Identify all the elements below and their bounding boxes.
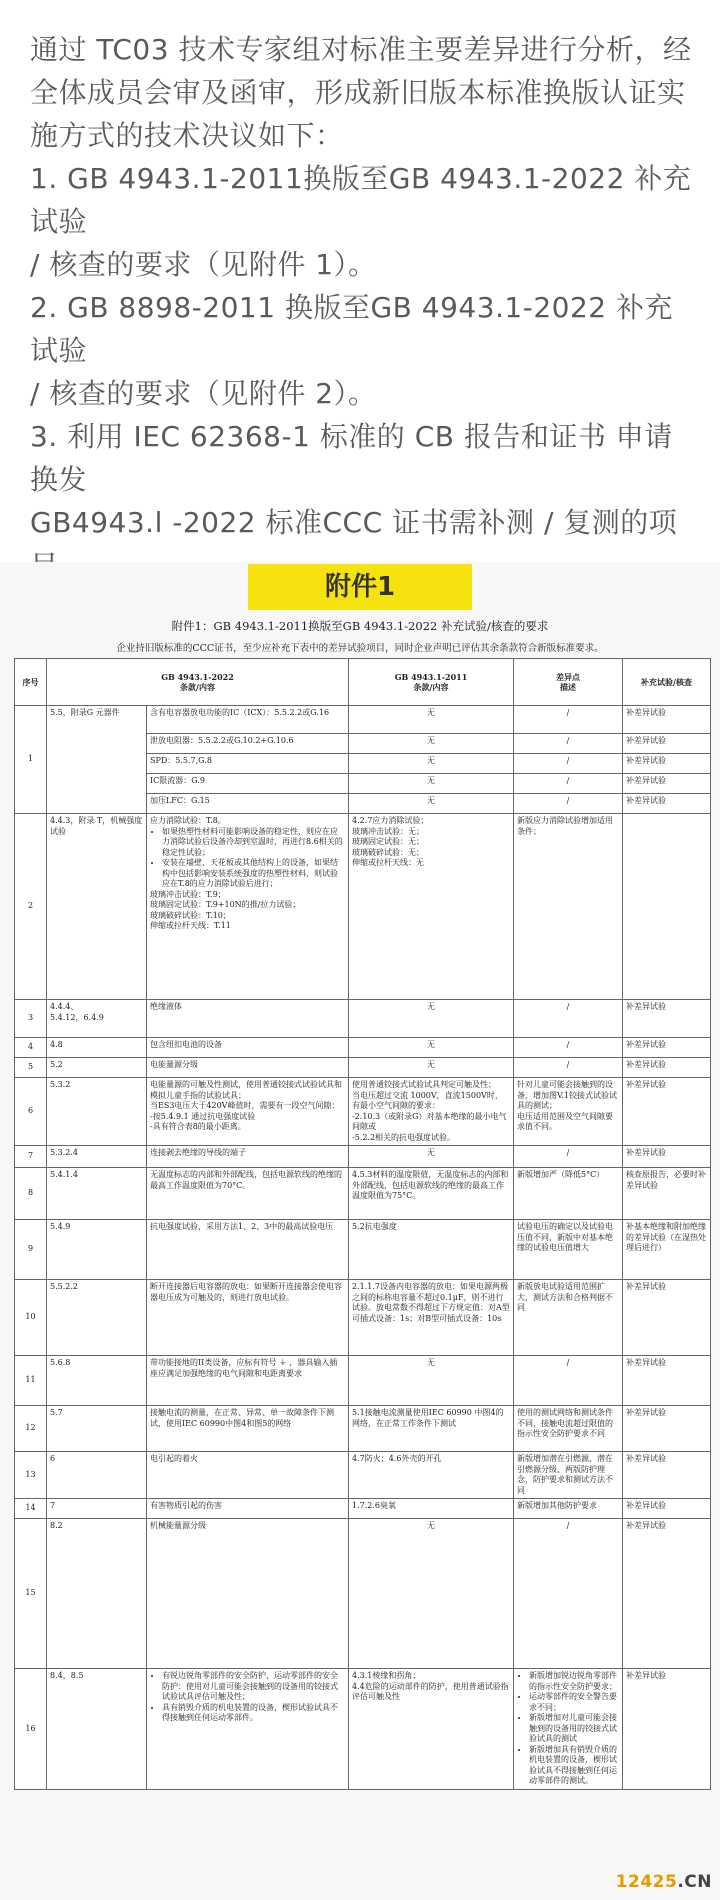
clause-cell: 7 — [47, 1499, 147, 1519]
table-row — [15, 1406, 711, 1452]
clause-cell: 5.4.9 — [47, 1220, 147, 1280]
old-standard-cell: 无 — [349, 1356, 514, 1406]
difference-bullet: • 新版增加锐边锐角零部件的指示性安全防护要求； — [529, 1671, 619, 1692]
test-cell: 补差异试验 — [623, 774, 711, 794]
table-row — [15, 1000, 711, 1038]
difference-cell: / — [514, 1038, 623, 1058]
header-difference: 差异点 描述 — [514, 659, 623, 706]
old-standard-cell: 4.5.3材料的温度限值，无温度标志的内部和外部配线，包括电源软线的绝缘的最高工作温度限值为75°C。 — [349, 1168, 514, 1220]
attachment-banner: 附件1 — [248, 564, 472, 610]
difference-bullet: • 运动零部件的安全警告要求不同； — [529, 1692, 619, 1713]
clause-cell: 5.7 — [47, 1406, 147, 1452]
watermark-logo: 12425.CN — [615, 1872, 712, 1892]
row-number: 5 — [15, 1058, 47, 1078]
intro-line: GB4943.l -2022 标准CCC 证书需补测 / 复测的项 — [30, 506, 678, 539]
intro-line: 2. GB 8898-2011 换版至GB 4943.1-2022 补充试验 — [30, 291, 673, 367]
test-cell: 补差异试验 — [623, 706, 711, 734]
old-standard-cell: 无 — [349, 734, 514, 754]
table-row — [15, 706, 711, 734]
header-old-standard: GB 4943.1-2011 条款/内容 — [349, 659, 514, 706]
content-cell: 绝缘液体 — [147, 1000, 349, 1038]
intro-line: 施方式的技术决议如下： — [30, 119, 344, 152]
intro-line: 全体成员会审及函审，形成新旧版本标准换版认证实 — [30, 76, 686, 109]
content-bullet: • 有锐边锐角零部件的安全防护，运动零部件的安全防护：使用对儿童可能会接触到的设备用的铰接式试验试具评估可触及性； — [162, 1671, 345, 1703]
content-cell: 抗电强度试验，采用方法1、2、3中的最高试验电压 — [147, 1220, 349, 1280]
intro-line: 通过 TC03 技术专家组对标准主要差异进行分析，经 — [30, 33, 692, 66]
clause-cell: 4.4.3，附录 T，机械强度试验 — [47, 814, 147, 1000]
difference-bullet: • 新版增加对儿童可能会接触到的设备用的铰接式试验试具的测试 — [529, 1713, 619, 1745]
old-standard-cell: 5.2抗电强度 — [349, 1220, 514, 1280]
table-row — [15, 1038, 711, 1058]
clause-cell: 4.8 — [47, 1038, 147, 1058]
content-cell: 有害物质引起的伤害 — [147, 1499, 349, 1519]
clause-cell: 5.4.1.4 — [47, 1168, 147, 1220]
old-standard-cell: 无 — [349, 794, 514, 814]
row-number: 10 — [15, 1280, 47, 1356]
clause-cell: 4.4.4、 5.4.12，6.4.9 — [47, 1000, 147, 1038]
old-standard-cell: 2.1.1.7设备内电容器的放电：如果电源两极之间的标称电容量不超过0.1μF，则不进行试验。放电常数不得超过下方规定值：对A型可插式设备：1s；对B型可插式设备：10s — [349, 1280, 514, 1356]
difference-cell: / — [514, 1000, 623, 1038]
content-cell: SPD：5.5.7,G.8 — [147, 754, 349, 774]
clause-cell: 5.5.2.2 — [47, 1280, 147, 1356]
difference-cell: 新版增加潜在引燃源，潜在引燃源分级、两版防护理念，防护要求和测试方法不同 — [514, 1452, 623, 1499]
intro-line: / 核查的要求（见附件 1）。 — [30, 248, 377, 281]
row-number: 13 — [15, 1452, 47, 1499]
row-number: 3 — [15, 1000, 47, 1038]
difference-cell: 针对儿童可能会接触到的设备，增加图V.1铰接式试验试具的测试； 电压适用范围及空气间隙要求值不同。 — [514, 1078, 623, 1146]
difference-cell: 新版应力消除试验增加适用条件； — [514, 814, 623, 1000]
table-row — [15, 1168, 711, 1220]
clause-cell: 8.2 — [47, 1519, 147, 1669]
test-cell: 补差异试验 — [623, 1000, 711, 1038]
table-row — [15, 1499, 711, 1519]
difference-cell: / — [514, 1356, 623, 1406]
old-standard-cell: 无 — [349, 1058, 514, 1078]
difference-cell: / — [514, 1058, 623, 1078]
old-standard-cell: 4.2.7应力消除试验； 玻璃冲击试验：无； 玻璃固定试验：无； 玻璃破碎试验：无； 伸缩或拉杆天线：无 — [349, 814, 514, 1000]
content-bullet: • 安装在墙壁、天花板或其他结构上的设备，如果结构中包括影响安装系统强度的热塑性材料，则试验应在T.8的应力消除试验后进行； — [162, 858, 345, 890]
test-cell: 补差异试验 — [623, 1058, 711, 1078]
content-cell: IC限流器：G.9 — [147, 774, 349, 794]
clause-cell: 8.4，8.5 — [47, 1669, 147, 1790]
content-cell: 电能量源的可触及性测试，使用普通铰接式试验试具和模拟儿童手指的试验试具； 当ES3电压大于420V峰值时，需要有一段空气间隙： -按5.4.9.1 通过抗电强度试验 -具有符合表8的最小距离。 — [147, 1078, 349, 1146]
clause-cell: 5.5，附录G 元器件 — [47, 706, 147, 814]
content-cell: 机械能量源分级 — [147, 1519, 349, 1669]
difference-cell: / — [514, 754, 623, 774]
test-cell — [623, 814, 711, 1000]
header-new-standard: GB 4943.1-2022 条款/内容 — [47, 659, 349, 706]
row-number: 14 — [15, 1499, 47, 1519]
content-cell: 加压LFC：G.15 — [147, 794, 349, 814]
row-number: 1 — [15, 706, 47, 814]
old-standard-cell: 4.3.1棱缘和拐角； 4.4危险的运动部件的防护，使用普通试验指评估可触及性 — [349, 1669, 514, 1790]
clause-cell: 6 — [47, 1452, 147, 1499]
content-cell: 电能量源分级 — [147, 1058, 349, 1078]
difference-cell: 新版增加其他防护要求 — [514, 1499, 623, 1519]
table-row — [15, 1669, 711, 1790]
table-row — [15, 1356, 711, 1406]
test-cell: 补差异试验 — [623, 794, 711, 814]
clause-cell: 5.6.8 — [47, 1356, 147, 1406]
difference-cell: / — [514, 706, 623, 734]
content-cell: 包含纽扣电池的设备 — [147, 1038, 349, 1058]
content-cell: 带功能接地的II类设备，应标有符号 ⏚ ，器具输入插座应满足加强绝缘的电气间隙和电距离要求 — [147, 1356, 349, 1406]
intro-line: 1. GB 4943.1-2011换版至GB 4943.1-2022 补充试验 — [30, 162, 692, 238]
row-number: 2 — [15, 814, 47, 1000]
test-cell: 补差异试验 — [623, 1280, 711, 1356]
table-header-row — [15, 659, 711, 706]
intro-line: / 核查的要求（见附件 2）。 — [30, 377, 377, 410]
test-cell: 补差异试验 — [623, 754, 711, 774]
difference-cell: / — [514, 1146, 623, 1168]
table-row — [15, 1058, 711, 1078]
test-cell: 补差异试验 — [623, 1519, 711, 1669]
intro-line: 3. 利用 IEC 62368-1 标准的 CB 报告和证书 申请换发 — [30, 420, 673, 496]
old-standard-cell: 无 — [349, 706, 514, 734]
old-standard-cell: 无 — [349, 1038, 514, 1058]
difference-cell — [514, 1669, 623, 1790]
content-bullet: • 如果热塑性材料可能影响设备的稳定性，则应在应力消除试验后设备冷却到室温时，再进行8.6相关的稳定性试验； — [162, 827, 345, 859]
document-subtitle: 附件1：GB 4943.1-2011换版至GB 4943.1-2022 补充试验/核查的要求 — [171, 619, 549, 633]
content-cell: 接触电流的测量，在正常、异常、单一故障条件下测试，使用IEC 60990中图4和图5的网络 — [147, 1406, 349, 1452]
content-cell: 电引起的着火 — [147, 1452, 349, 1499]
row-number: 8 — [15, 1168, 47, 1220]
difference-bullet: • 新版增加具有销毁介质的机电装置的设备，楔形试验试具不得接触到任何运动零部件的测试。 — [529, 1745, 619, 1787]
test-cell: 补差异试验 — [623, 734, 711, 754]
old-standard-cell: 4.7防火；4.6外壳的开孔 — [349, 1452, 514, 1499]
difference-cell: 使用的测试网络和测试条件不同，接触电流超过限值的指示性安全防护要求不同 — [514, 1406, 623, 1452]
header-test: 补充试验/核查 — [623, 659, 711, 706]
difference-cell: / — [514, 734, 623, 754]
content-cell — [147, 1669, 349, 1790]
test-cell: 补差异试验 — [623, 1499, 711, 1519]
row-number: 7 — [15, 1146, 47, 1168]
row-number: 16 — [15, 1669, 47, 1790]
clause-cell: 5.3.2 — [47, 1078, 147, 1146]
row-number: 6 — [15, 1078, 47, 1146]
old-standard-cell: 使用普通铰接式试验试具判定可触及性； 当电压超过交流 1000V，直流1500V时，有最小空气间隙的要求： -2.10.3（或附录G）对基本绝缘的最小电气间隙或 -5.2.2相关的抗电强度试验。 — [349, 1078, 514, 1146]
difference-cell: / — [514, 794, 623, 814]
row-number: 9 — [15, 1220, 47, 1280]
old-standard-cell: 无 — [349, 1000, 514, 1038]
old-standard-cell: 无 — [349, 1146, 514, 1168]
test-cell: 补基本绝缘和附加绝缘的差异试验（在湿热处理后进行） — [623, 1220, 711, 1280]
test-cell: 核查原报告，必要时补差异试验 — [623, 1168, 711, 1220]
document-image — [0, 562, 720, 1900]
content-bullet: • 具有销毁介质的机电装置的设备，楔形试验试具不得接触到任何运动零部件。 — [162, 1703, 345, 1724]
content-cell: 无温度标志的内部和外部配线，包括电源软线的绝缘的最高工作温度限值为70°C。 — [147, 1168, 349, 1220]
document-note: 企业持旧版标准的CCC证书，至少应补充下表中的差异试验项目，同时企业声明已评估其余条款符合新版标准要求。 — [116, 643, 604, 654]
header-no: 序号 — [15, 659, 47, 706]
intro-text — [0, 0, 720, 636]
test-cell: 补差异试验 — [623, 1038, 711, 1058]
content-cell: 泄放电阻器：5.5.2.2或G.10.2+G.10.6 — [147, 734, 349, 754]
row-number: 11 — [15, 1356, 47, 1406]
table-row — [15, 1220, 711, 1280]
difference-cell: 新版增加严（降低5°C） — [514, 1168, 623, 1220]
content-cell: 连接剥去绝缘的导线的端子 — [147, 1146, 349, 1168]
table-row — [15, 1452, 711, 1499]
table-row — [15, 1078, 711, 1146]
requirements-table — [14, 658, 711, 1790]
old-standard-cell: 1.7.2.6臭氧 — [349, 1499, 514, 1519]
test-cell: 补差异试验 — [623, 1146, 711, 1168]
old-standard-cell: 5.1接触电流测量使用IEC 60990 中图4的网络，在正常工作条件下测试 — [349, 1406, 514, 1452]
test-cell: 补差异试验 — [623, 1452, 711, 1499]
old-standard-cell: 无 — [349, 754, 514, 774]
table-row — [15, 1519, 711, 1669]
clause-cell: 5.2 — [47, 1058, 147, 1078]
row-number: 12 — [15, 1406, 47, 1452]
test-cell: 补差异试验 — [623, 1669, 711, 1790]
content-cell: 应力消除试验：T.8。 • 如果热塑性材料可能影响设备的稳定性，则应在应力消除试验后设备冷却到室温时，再进行8.6相关的稳定性试验； • 安装在墙壁、天花板或其他结构上的设备，如果结构中包括影响安装系统强度的热塑性材料，则试验应在T.8的应力消除试验后进行； 玻璃冲击试验：T.9； 玻璃固定试验：T.9+10N的推/拉力试验； 玻璃破碎试验：T.10； 伸缩或拉杆天线：T.11 — [147, 814, 349, 1000]
table-row — [15, 814, 711, 1000]
table-row — [15, 1146, 711, 1168]
difference-cell: / — [514, 774, 623, 794]
content-cell: 断开连接器后电容器的放电：如果断开连接器会使电容器电压成为可触及的，则进行放电试验。 — [147, 1280, 349, 1356]
test-cell: 补差异试验 — [623, 1078, 711, 1146]
old-standard-cell: 无 — [349, 1519, 514, 1669]
clause-cell: 5.3.2.4 — [47, 1146, 147, 1168]
test-cell: 补差异试验 — [623, 1406, 711, 1452]
difference-cell: 新版放电试验适用范围扩大，测试方法和合格判据不同 — [514, 1280, 623, 1356]
row-number: 15 — [15, 1519, 47, 1669]
difference-cell: / — [514, 1519, 623, 1669]
row-number: 4 — [15, 1038, 47, 1058]
difference-cell: 试验电压的确定以及试验电压值不同，新版中对基本绝缘的试验电压值增大 — [514, 1220, 623, 1280]
table-row — [15, 1280, 711, 1356]
content-cell: 含有电容器放电功能的IC（ICX）：5.5.2.2或G.16 — [147, 706, 349, 734]
old-standard-cell: 无 — [349, 774, 514, 794]
test-cell: 补差异试验 — [623, 1356, 711, 1406]
